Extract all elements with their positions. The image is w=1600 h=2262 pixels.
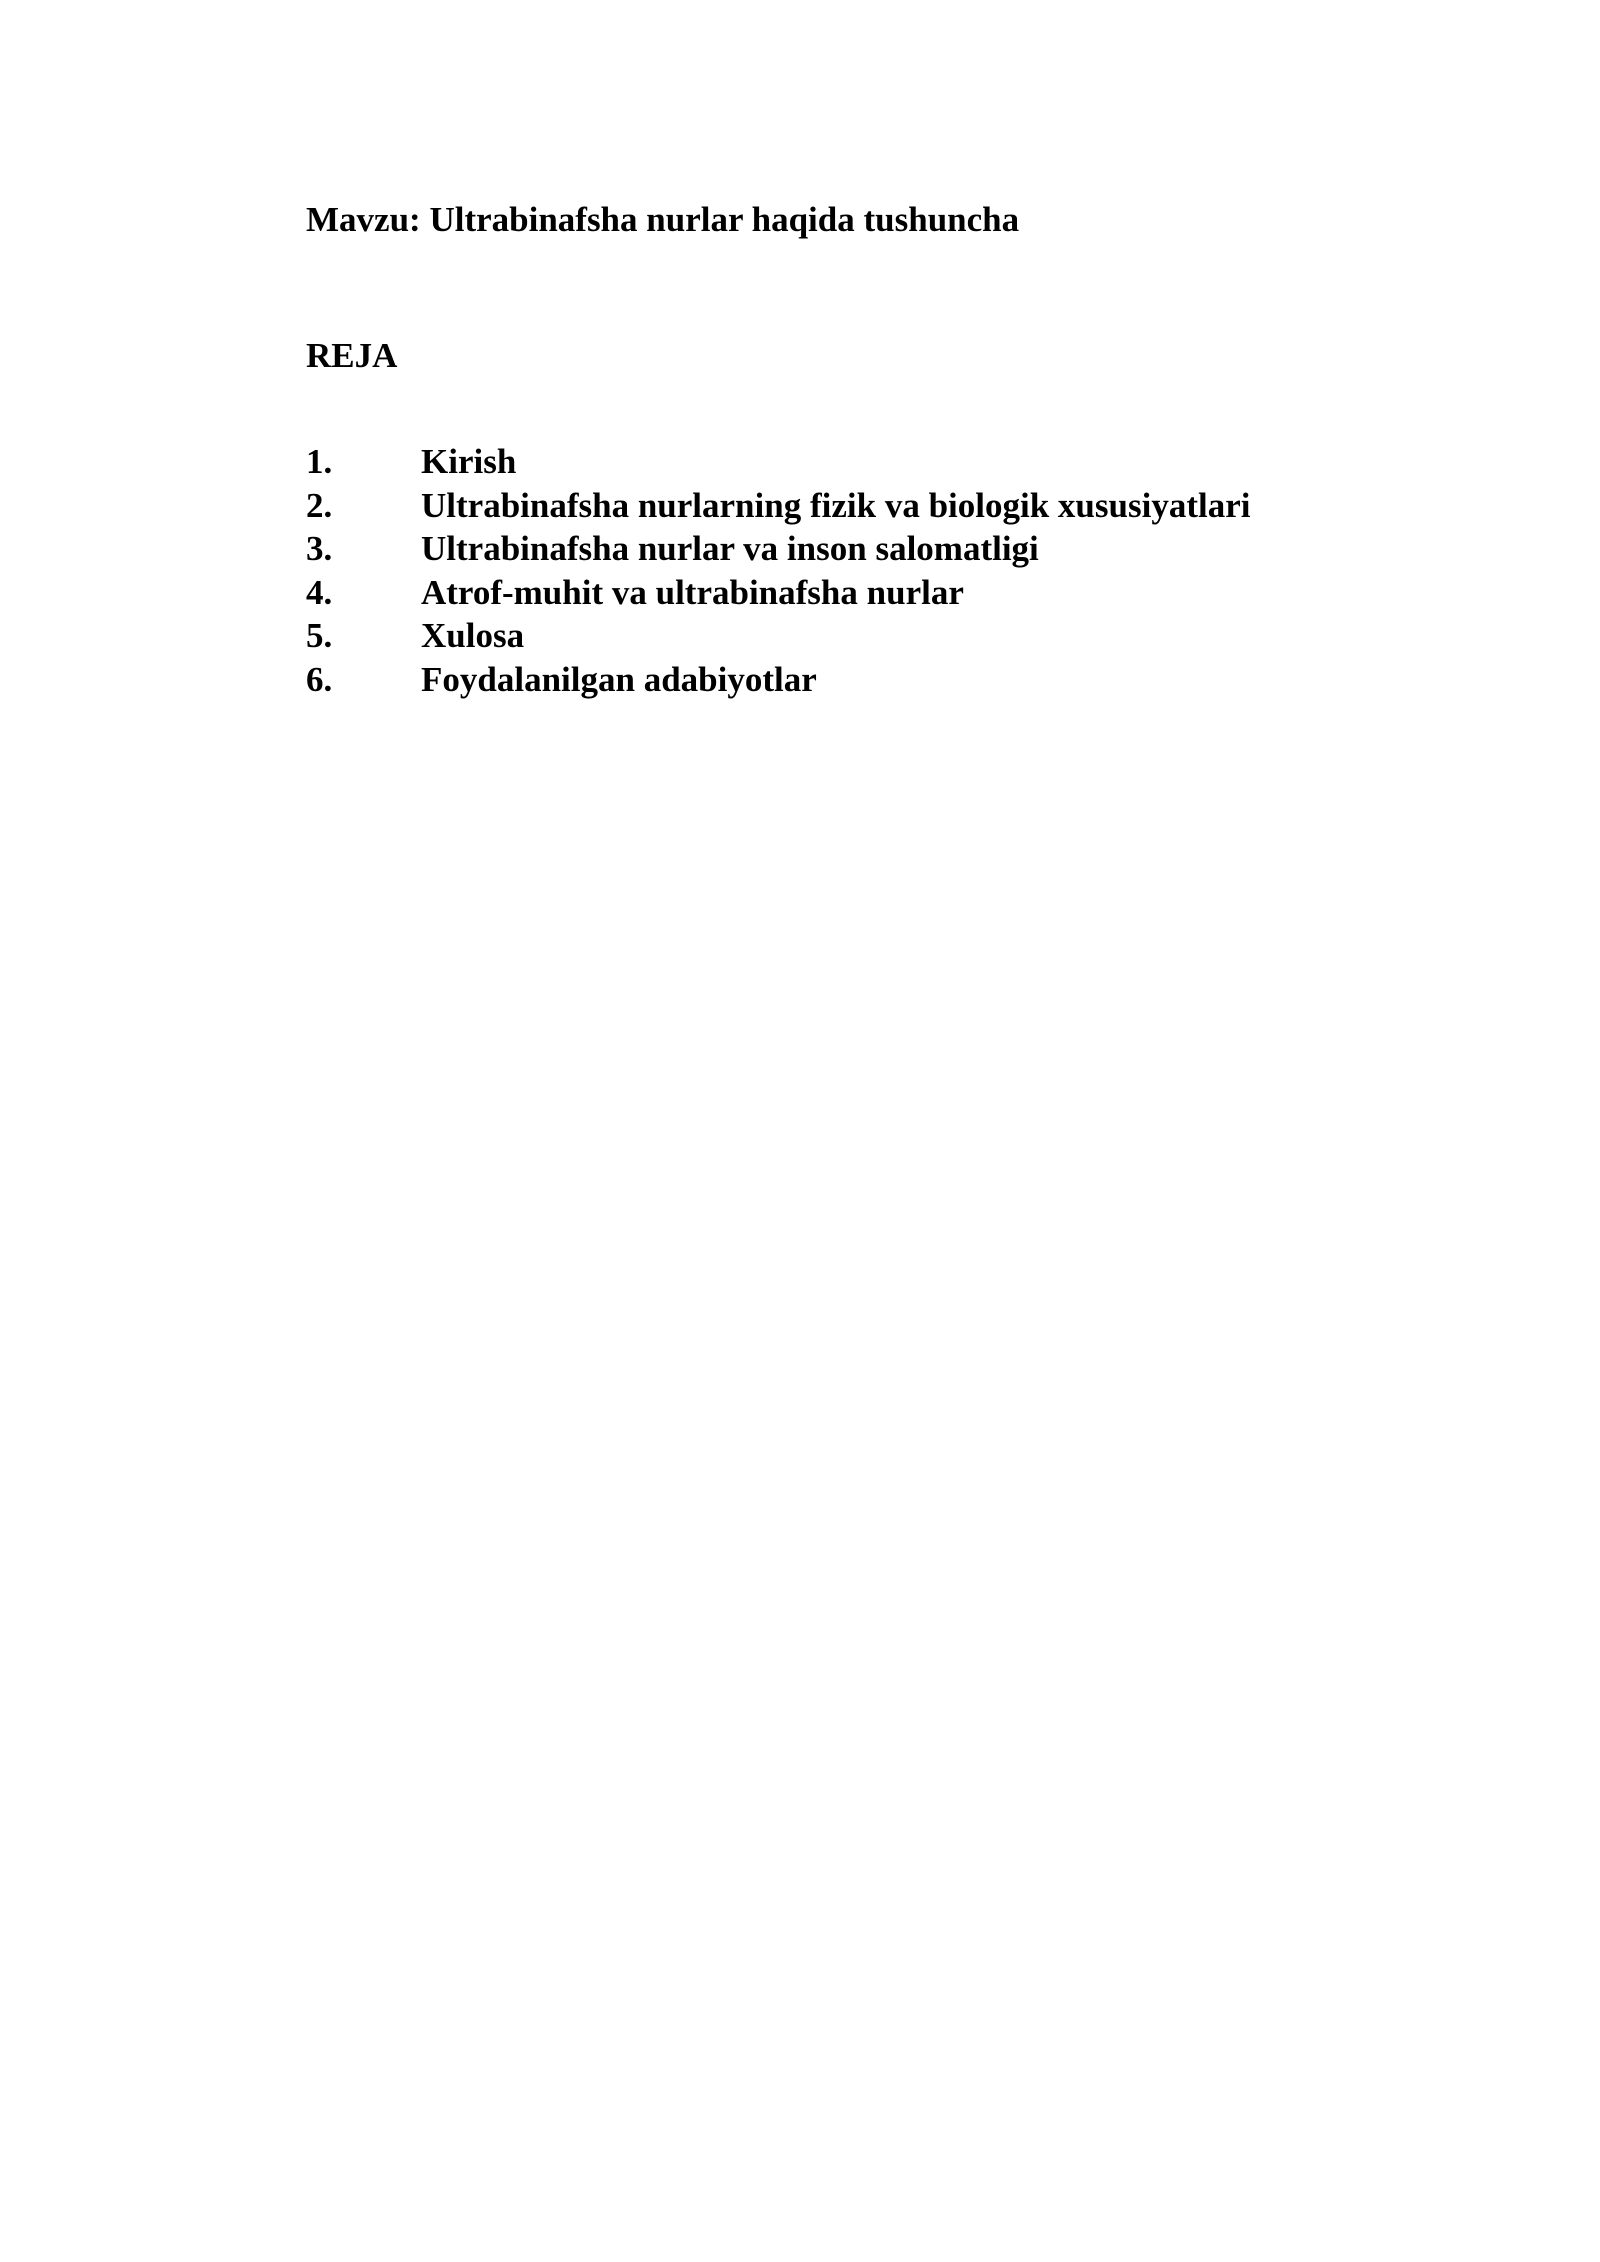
plan-item (306, 658, 1250, 702)
plan-item-number: 6. (306, 659, 333, 699)
plan-item (306, 527, 1250, 571)
plan-item-text: Xulosa (421, 616, 525, 655)
document-title: Mavzu: Ultrabinafsha nurlar haqida tushuncha (306, 200, 1020, 239)
plan-list (306, 440, 1250, 701)
plan-item (306, 440, 1250, 484)
plan-item-number: 2. (306, 485, 333, 525)
plan-item-number: 5. (306, 616, 333, 655)
plan-item-number: 4. (306, 572, 333, 612)
plan-item-text: Foydalanilgan adabiyotlar (421, 659, 817, 699)
plan-item (306, 571, 1250, 615)
plan-item (306, 614, 1250, 658)
plan-heading: REJA (306, 336, 398, 375)
plan-item-number: 1. (306, 442, 333, 481)
plan-item-text: Kirish (421, 442, 517, 481)
plan-item (306, 484, 1250, 528)
plan-item-text: Ultrabinafsha nurlarning fizik va biologik xususiyatlari (421, 485, 1251, 525)
plan-item-number: 3. (306, 529, 333, 568)
plan-item-text: Ultrabinafsha nurlar va inson salomatligi (421, 529, 1039, 568)
plan-item-text: Atrof-muhit va ultrabinafsha nurlar (421, 572, 964, 612)
